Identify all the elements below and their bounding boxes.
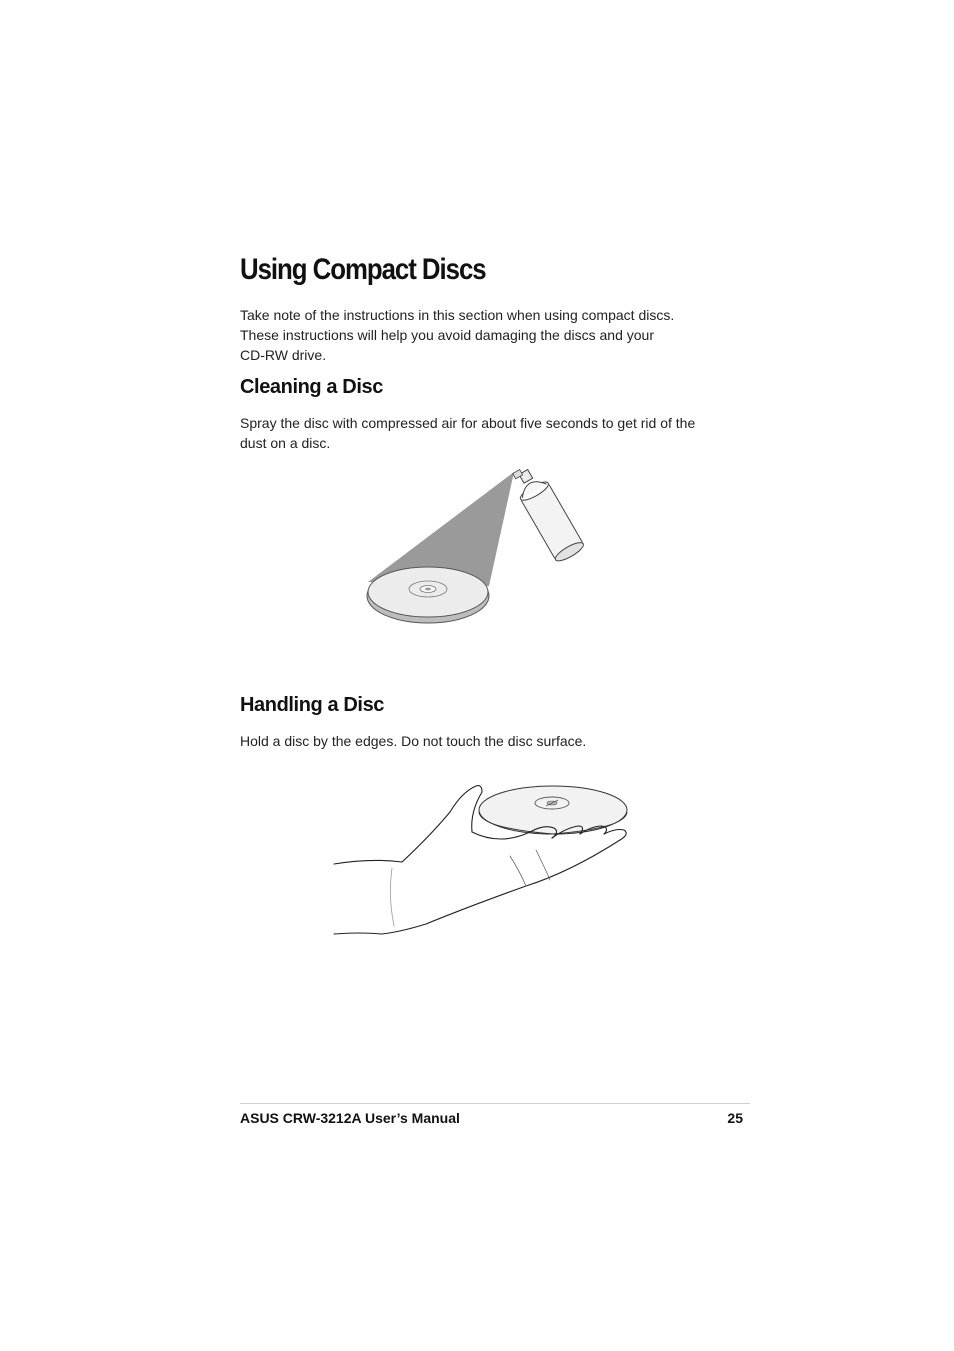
intro-paragraph	[240, 305, 720, 365]
spray-can	[508, 461, 586, 564]
intro-line: CD-RW drive.	[240, 347, 327, 363]
intro-line: Take note of the instructions in this section when using compact discs.	[240, 307, 675, 323]
handling-paragraph	[240, 731, 730, 751]
footer-manual-title: ASUS CRW-3212A User’s Manual	[240, 1110, 460, 1126]
section-heading-handling: Handling a Disc	[240, 694, 385, 716]
cleaning-paragraph	[240, 413, 730, 453]
footer-rule	[240, 1103, 750, 1104]
disc-hole	[425, 588, 431, 591]
compressed-air-spray-disc-icon	[362, 460, 602, 630]
hand-holding-disc-icon	[330, 776, 635, 940]
cleaning-line: dust on a disc.	[240, 435, 331, 451]
footer-page-number: 25	[727, 1110, 743, 1126]
handling-line: Hold a disc by the edges. Do not touch the disc surface.	[240, 733, 587, 749]
intro-line: These instructions will help you avoid damaging the discs and your	[240, 327, 655, 343]
cleaning-line: Spray the disc with compressed air for about five seconds to get rid of the	[240, 415, 696, 431]
section-heading-cleaning: Cleaning a Disc	[240, 376, 383, 398]
page-title: Using Compact Discs	[240, 253, 486, 286]
